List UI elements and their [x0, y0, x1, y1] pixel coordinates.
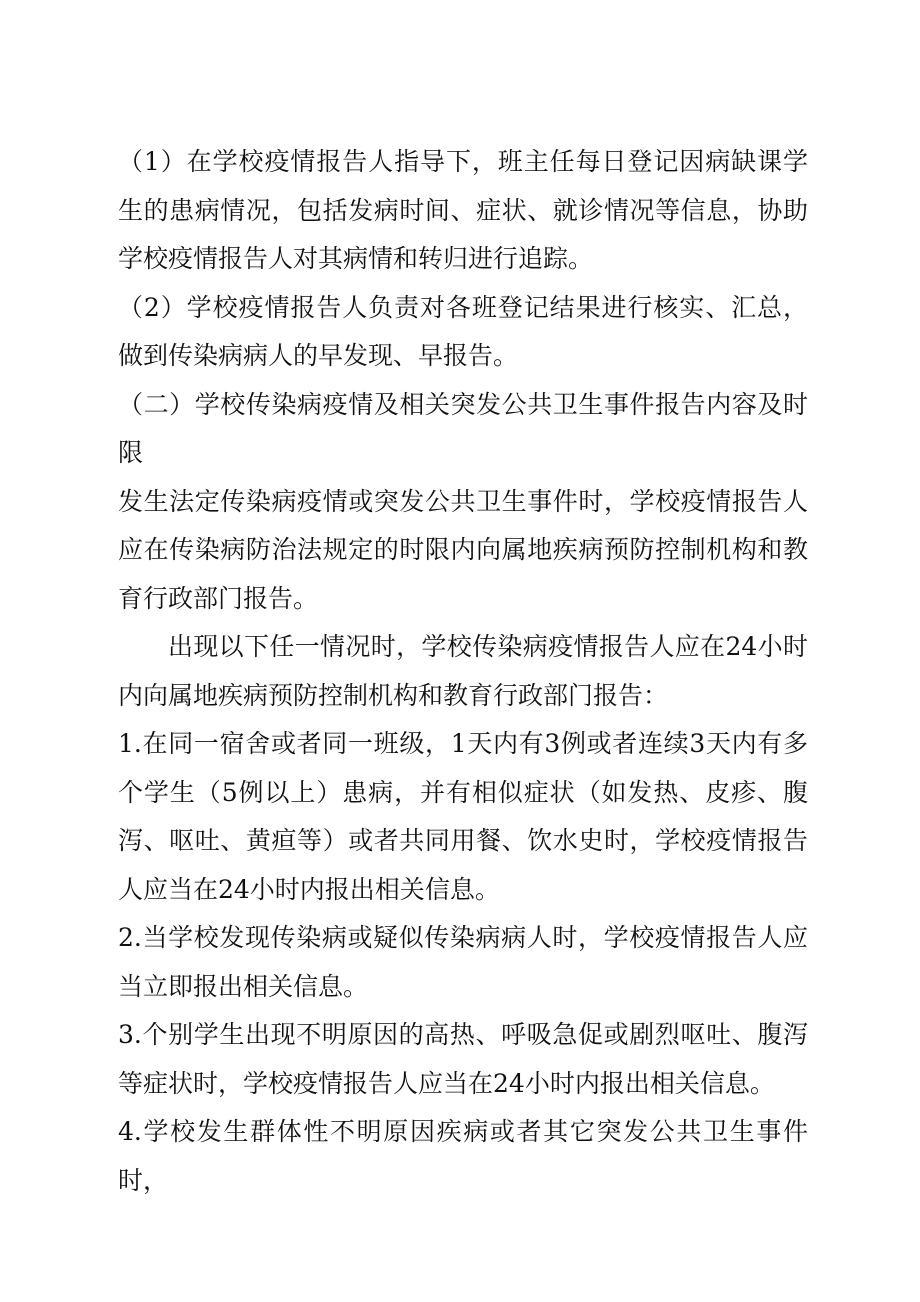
- list-item-3: 3.个别学生出现不明原因的高热、呼吸急促或剧烈呕吐、腹泻等症状时，学校疫情报告人应当在24小时内报出相关信息。: [118, 1020, 808, 1098]
- document-body: [118, 138, 808, 1205]
- paragraph-item-2: （2）学校疫情报告人负责对各班登记结果进行核实、汇总，做到传染病病人的早发现、早报告。: [118, 292, 808, 370]
- list-item-1: 1.在同一宿舍或者同一班级，1天内有3例或者连续3天内有多个学生（5例以上）患病，并有相似症状（如发热、皮疹、腹泻、呕吐、黄疸等）或者共同用餐、饮水史时，学校疫情报告人应当在24小时内报出相关信息。: [118, 729, 808, 904]
- list-item-2: 2.当学校发现传染病或疑似传染病病人时，学校疫情报告人应当立即报出相关信息。: [118, 923, 808, 1001]
- paragraph-item-1: （1）在学校疫情报告人指导下，班主任每日登记因病缺课学生的患病情况，包括发病时间、症状、就诊情况等信息，协助学校疫情报告人对其病情和转归进行追踪。: [118, 147, 808, 273]
- paragraph-reporting-rule: 发生法定传染病疫情或突发公共卫生事件时，学校疫情报告人应在传染病防治法规定的时限内向属地疾病预防控制机构和教育行政部门报告。: [118, 486, 808, 613]
- section-heading: （二）学校传染病疫情及相关突发公共卫生事件报告内容及时限: [118, 389, 808, 467]
- paragraph-conditions-intro: 出现以下任一情况时，学校传染病疫情报告人应在24小时内向属地疾病预防控制机构和教育行政部门报告：: [118, 632, 808, 710]
- list-item-4: 4.学校发生群体性不明原因疾病或者其它突发公共卫生事件时，: [118, 1117, 808, 1195]
